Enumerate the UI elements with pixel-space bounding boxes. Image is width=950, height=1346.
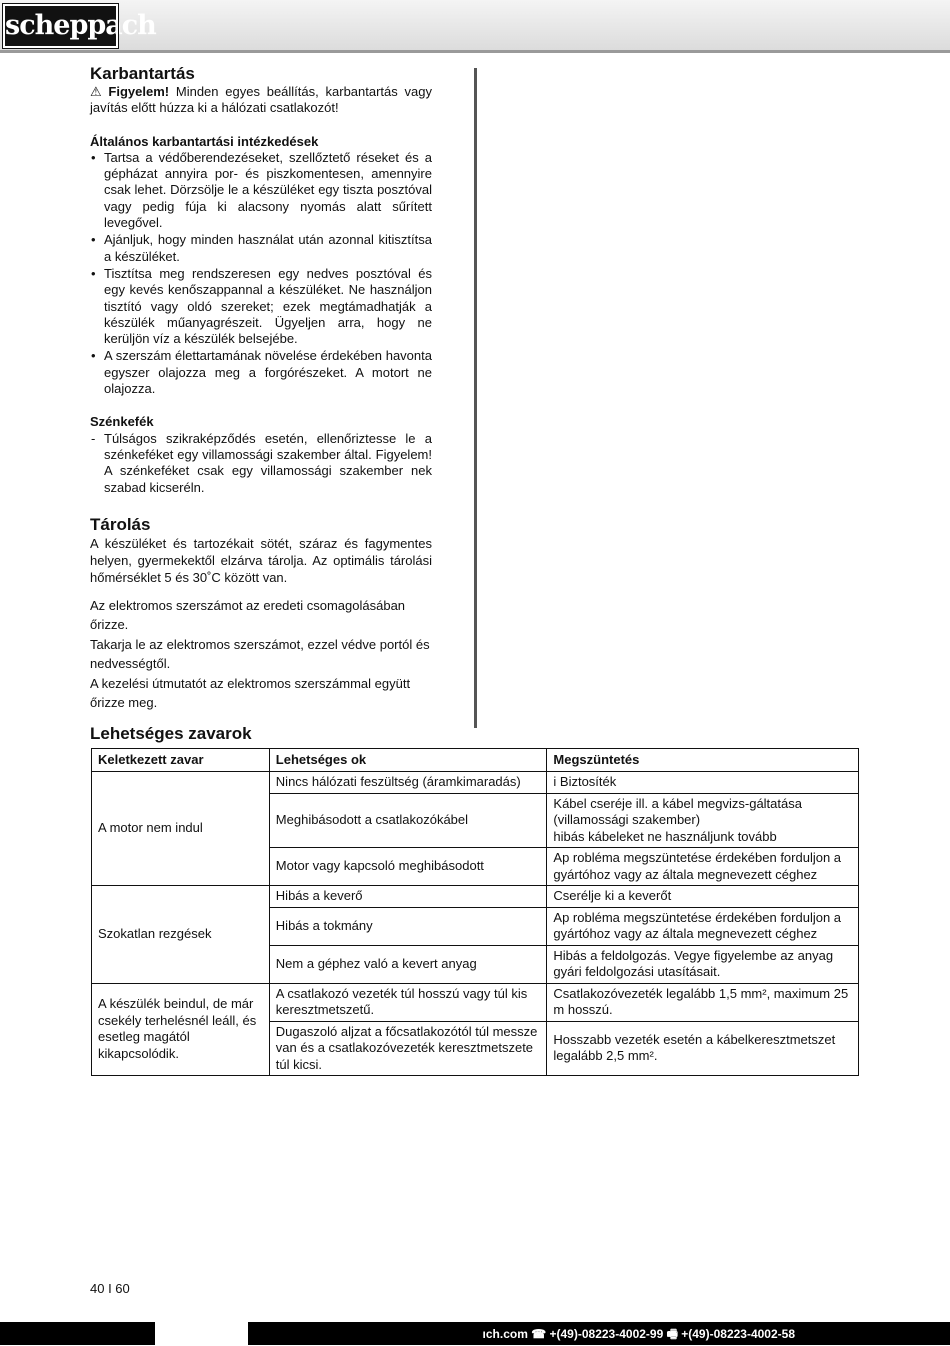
maintenance-warning <box>90 84 432 117</box>
fix-cell: Hosszabb vezeték esetén a kábelkeresztmetszet legalább 2,5 mm². <box>547 1021 859 1076</box>
troubleshooting-table <box>91 748 859 1076</box>
page-footer <box>0 1322 950 1345</box>
maintenance-list <box>90 150 432 397</box>
carbon-brushes-text: - Túlságos szikraképződés esetén, ellenőriztesse le a szénkeféket egy villamossági szakember által. Figyelem! A szénkeféket csak egy villamossági szakember nek szabad kicseréln. <box>90 431 432 496</box>
left-column <box>90 64 432 713</box>
header-cause: Lehetséges ok <box>269 749 547 772</box>
fix-cell: Ap robléma megszüntetése érdekében forduljon a gyártóhoz vagy az általa megnevezett céghez <box>547 907 859 945</box>
carbon-brushes-list <box>90 431 432 496</box>
footer-contact: ıch.com ☎ +(49)-08223-4002-99 🖷 +(49)-08223-4002-58 <box>482 1327 795 1341</box>
cause-cell: Hibás a keverő <box>269 886 547 908</box>
general-maintenance-title: Általános karbantartási intézkedések <box>90 133 319 149</box>
cause-cell: Nem a géphez való a kevert anyag <box>269 945 547 983</box>
troubleshooting-title: Lehetséges zavarok <box>90 724 252 743</box>
maintenance-item: • A szerszám élettartamának növelése érdekében havonta egyszer olajozza meg a forgórészeket. A motort ne olajozza. <box>90 348 432 397</box>
page-number: 40 I 60 <box>90 1281 130 1296</box>
storage-paragraph: Takarja le az elektromos szerszámot, ezzel védve portól és nedvességtől. <box>90 636 430 672</box>
fix-cell: Hibás a feldolgozás. Vegye figyelembe az anyag gyári feldolgozási utasításait. <box>547 945 859 983</box>
table-row <box>92 772 859 794</box>
storage-paragraph: A kezelési útmutatót az elektromos szerszámmal együtt őrizze meg. <box>90 675 411 711</box>
column-divider <box>474 68 477 728</box>
storage-paragraph: A készüléket és tartozékait sötét, száraz és fagymentes helyen, gyermekektől elzárva tárolja. Az optimális tárolási hőmérséklet 5 és 30˚C között van. <box>90 535 432 585</box>
maintenance-title: Karbantartás <box>90 64 195 83</box>
warning-text: Minden egyes beállítás, karbantartás vagy javítás előtt húzza ki a hálózati csatlakozót! <box>90 84 432 116</box>
maintenance-item: • Tisztítsa meg rendszeresen egy nedves posztóval és egy kevés kenőszappannal a készüléket. Ne használjon tisztító vagy oldó szereket; ezek megtámadhatják a készülék műanyagrészeit. Ügyeljen arra, hogy ne kerüljön víz a készülék belsejébe. <box>90 266 432 347</box>
cause-cell: Nincs hálózati feszültség (áramkimaradás) <box>269 772 547 794</box>
cause-cell: Hibás a tokmány <box>269 907 547 945</box>
storage-paragraph: Az elektromos szerszámot az eredeti csomagolásában őrizze. <box>90 597 406 633</box>
warning-triangle-icon: ⚠ <box>90 84 102 99</box>
storage-title: Tárolás <box>90 514 151 534</box>
cause-cell: Meghibásodott a csatlakozókábel <box>269 793 547 848</box>
table-header-row <box>92 749 859 772</box>
warning-label: Figyelem! <box>108 84 170 99</box>
header-fault: Keletkezett zavar <box>92 749 270 772</box>
maintenance-item: • Tartsa a védőberendezéseket, szellőztető réseket és a gépházat annyira por- és piszkomentesen, amennyire csak lehet. Dörzsölje le a készüléket egy tiszta posztóval vagy pedig fúja ki alacsony nyomás alatt sűrített levegővel. <box>90 150 432 231</box>
table-row <box>92 983 859 1021</box>
page-header <box>0 0 950 53</box>
fix-cell: Kábel cseréje ill. a kábel megvizs-gáltatása (villamossági szakember) hibás kábeleket ne használjunk tovább <box>547 793 859 848</box>
fix-cell: Csatlakozóvezeték legalább 1,5 mm², maximum 25 m hosszú. <box>547 983 859 1021</box>
cause-cell: Dugaszoló aljzat a főcsatlakozótól túl messze van és a csatlakozóvezeték keresztmetszete túl kicsi. <box>269 1021 547 1076</box>
fix-cell: i Biztosíték <box>547 772 859 794</box>
fault-cell: Szokatlan rezgések <box>92 886 270 984</box>
fault-cell: A motor nem indul <box>92 772 270 886</box>
maintenance-item: • Ajánljuk, hogy minden használat után azonnal kitisztítsa a készüléket. <box>90 232 432 265</box>
fix-cell: Cserélje ki a keverőt <box>547 886 859 908</box>
table-row <box>92 886 859 908</box>
header-fix: Megszüntetés <box>547 749 859 772</box>
cause-cell: A csatlakozó vezeték túl hosszú vagy túl kis keresztmetszetű. <box>269 983 547 1021</box>
fix-cell: Ap robléma megszüntetése érdekében forduljon a gyártóhoz vagy az általa megnevezett céghez <box>547 848 859 886</box>
storage-section <box>90 535 432 713</box>
cause-cell: Motor vagy kapcsoló meghibásodott <box>269 848 547 886</box>
scheppach-logo: scheppach <box>3 4 118 48</box>
fault-cell: A készülék beindul, de már csekély terhelésnél leáll, és esetleg magától kikapcsolódik. <box>92 983 270 1076</box>
carbon-brushes-title: Szénkefék <box>90 414 154 430</box>
